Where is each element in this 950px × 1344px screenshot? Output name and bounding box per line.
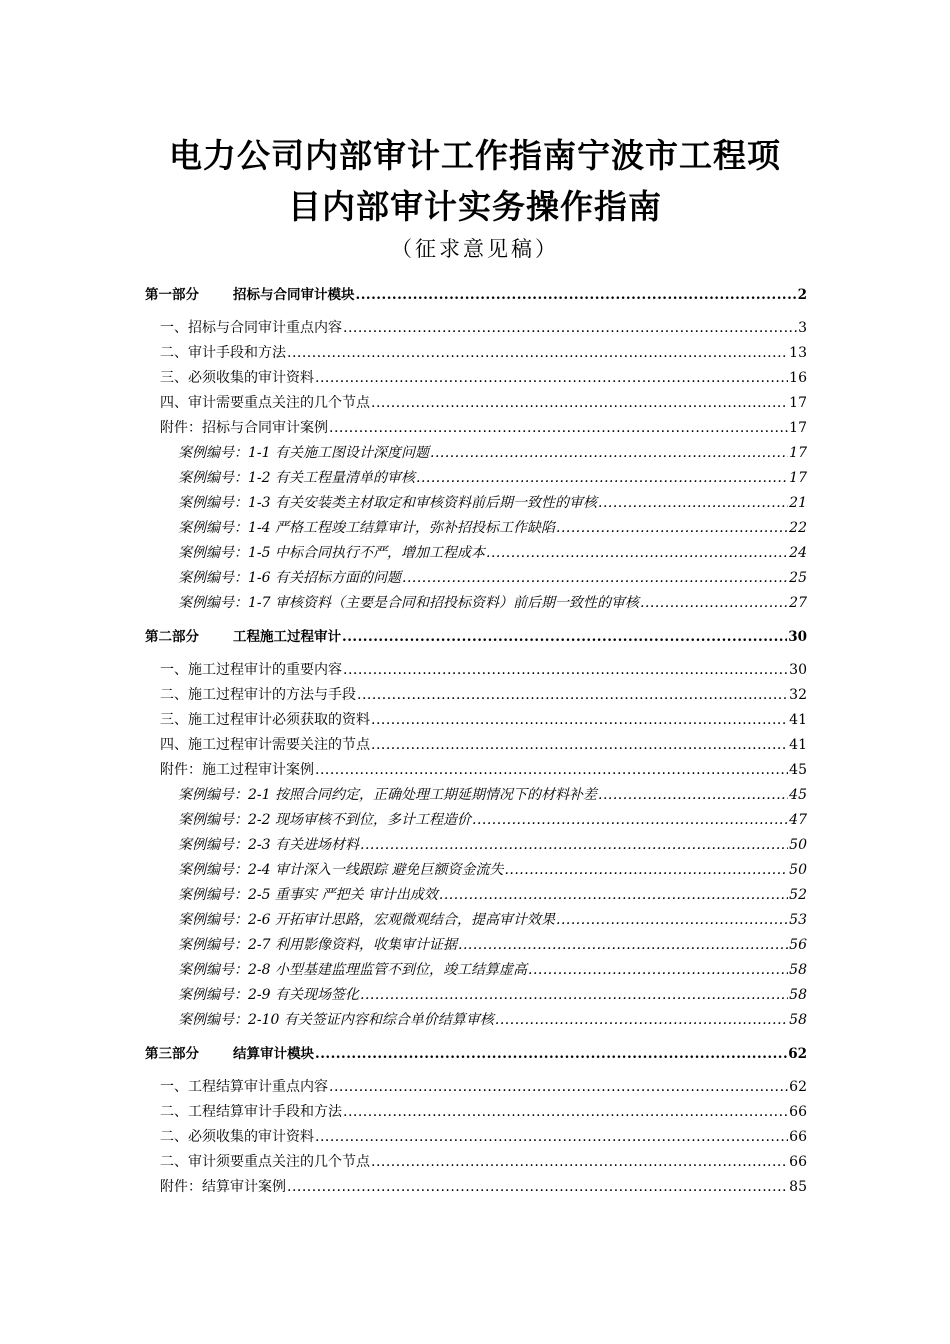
entry-label: 附件：结算审计案例 [160, 1179, 286, 1195]
leader-dots [556, 908, 788, 933]
page-number: 45 [789, 787, 807, 803]
page-number: 56 [789, 937, 807, 953]
toc-case-entry[interactable] [145, 441, 807, 466]
toc-case-entry[interactable] [145, 491, 807, 516]
toc-section-entry[interactable] [145, 341, 807, 366]
toc-section-entry[interactable] [145, 1125, 807, 1150]
toc-case-entry[interactable] [145, 808, 807, 833]
toc-section-entry[interactable] [145, 366, 807, 391]
page-number: 16 [789, 370, 807, 386]
leader-dots [343, 1100, 788, 1125]
entry-label: 三、必须收集的审计资料 [160, 370, 314, 386]
page-number: 17 [789, 395, 807, 411]
toc-case-entry[interactable] [145, 591, 807, 616]
entry-label: 案例编号：1-6 有关招标方面的问题 [178, 570, 401, 586]
page-number: 62 [789, 1079, 807, 1095]
toc-case-entry[interactable] [145, 933, 807, 958]
toc-section-entry[interactable] [145, 733, 807, 758]
part-title: 结算审计模块 [233, 1046, 314, 1062]
page-number: 22 [789, 520, 807, 536]
entry-label: 二、施工过程审计的方法与手段 [160, 687, 356, 703]
entry-label: 案例编号：2-3 有关进场材料 [178, 837, 359, 853]
entry-label: 案例编号：2-1 按照合同约定，正确处理工期延期情况下的材料补差 [178, 787, 597, 803]
entry-label: 附件：招标与合同审计案例 [160, 420, 328, 436]
entry-label: 二、必须收集的审计资料 [160, 1129, 314, 1145]
toc-case-entry[interactable] [145, 858, 807, 883]
toc-case-entry[interactable] [145, 516, 807, 541]
document-title-line1: 电力公司内部审计工作指南宁波市工程项 [169, 136, 781, 175]
page-number: 66 [789, 1104, 807, 1120]
leader-dots [371, 733, 788, 758]
leader-dots [360, 983, 788, 1008]
leader-dots [315, 1125, 788, 1150]
page-number: 45 [789, 762, 807, 778]
leader-dots [472, 808, 788, 833]
page-number: 41 [789, 737, 807, 753]
page-number: 41 [789, 712, 807, 728]
entry-label: 案例编号：1-5 中标合同执行不严，增加工程成本 [178, 545, 485, 561]
page-number: 66 [789, 1129, 807, 1145]
toc-section-entry[interactable] [145, 416, 807, 441]
entry-label: 二、工程结算审计手段和方法 [160, 1104, 342, 1120]
leader-dots [598, 783, 788, 808]
leader-dots [315, 1042, 787, 1067]
document-title-line2: 目内部审计实务操作指南 [288, 187, 662, 226]
page-number: 53 [789, 912, 807, 928]
entry-label: 附件：施工过程审计案例 [160, 762, 314, 778]
leader-dots [357, 683, 788, 708]
page-number: 52 [789, 887, 807, 903]
entry-label: 案例编号：1-1 有关施工图设计深度问题 [178, 445, 429, 461]
leader-dots [287, 341, 788, 366]
leader-dots [495, 1008, 788, 1033]
toc-section-entry[interactable] [145, 1075, 807, 1100]
page-number: 27 [789, 595, 807, 611]
leader-dots [343, 658, 788, 683]
entry-label: 四、审计需要重点关注的几个节点 [160, 395, 370, 411]
entry-label: 二、审计手段和方法 [160, 345, 286, 361]
entry-label: 案例编号：2-8 小型基建监理监管不到位，竣工结算虚高 [178, 962, 527, 978]
part-title: 招标与合同审计模块 [233, 287, 355, 303]
leader-dots [528, 958, 788, 983]
entry-label: 四、施工过程审计需要关注的节点 [160, 737, 370, 753]
page-number: 24 [789, 545, 807, 561]
toc-case-entry[interactable] [145, 983, 807, 1008]
page-number: 17 [789, 470, 807, 486]
toc-case-entry[interactable] [145, 466, 807, 491]
leader-dots [343, 316, 797, 341]
leader-dots [360, 833, 788, 858]
leader-dots [329, 416, 788, 441]
page-number: 50 [789, 862, 807, 878]
toc-part-1[interactable] [145, 283, 807, 308]
toc-case-entry[interactable] [145, 783, 807, 808]
toc-case-entry[interactable] [145, 833, 807, 858]
toc-section-entry[interactable] [145, 1175, 807, 1200]
entry-label: 案例编号：1-7 审核资料（主要是合同和招投标资料）前后期一致性的审核 [178, 595, 639, 611]
toc-section-entry[interactable] [145, 758, 807, 783]
leader-dots [342, 625, 787, 650]
toc-case-entry[interactable] [145, 883, 807, 908]
part-title: 工程施工过程审计 [233, 629, 341, 645]
entry-label: 案例编号：1-3 有关安装类主材取定和审核资料前后期一致性的审核 [178, 495, 597, 511]
page-number: 21 [789, 495, 807, 511]
page-number: 13 [789, 345, 807, 361]
toc-section-entry[interactable] [145, 391, 807, 416]
part-number: 第一部分 [145, 287, 199, 303]
part-number: 第二部分 [145, 629, 199, 645]
toc-case-entry[interactable] [145, 566, 807, 591]
document-subtitle: （征求意见稿） [391, 237, 559, 261]
page-number: 58 [789, 962, 807, 978]
leader-dots [458, 933, 788, 958]
page-number: 25 [789, 570, 807, 586]
toc-case-entry[interactable] [145, 958, 807, 983]
toc-section-entry[interactable] [145, 658, 807, 683]
entry-label: 一、工程结算审计重点内容 [160, 1079, 328, 1095]
page-number: 30 [789, 662, 807, 678]
toc-case-entry[interactable] [145, 541, 807, 566]
entry-label: 案例编号：2-4 审计深入一线跟踪 避免巨额资金流失 [178, 862, 504, 878]
page-number: 47 [789, 812, 807, 828]
leader-dots [598, 491, 788, 516]
toc-case-entry[interactable] [145, 1008, 807, 1033]
entry-label: 案例编号：1-4 严格工程竣工结算审计，弥补招投标工作缺陷 [178, 520, 555, 536]
toc-section-entry[interactable] [145, 708, 807, 733]
entry-label: 案例编号：2-2 现场审核不到位，多计工程造价 [178, 812, 471, 828]
entry-label: 案例编号：2-5 重事实 严把关 审计出成效 [178, 887, 438, 903]
page-number: 62 [788, 1046, 807, 1062]
toc-part-3[interactable] [145, 1042, 807, 1067]
toc-section-entry[interactable] [145, 683, 807, 708]
entry-label: 二、审计须要重点关注的几个节点 [160, 1154, 370, 1170]
entry-label: 一、招标与合同审计重点内容 [160, 320, 342, 336]
leader-dots [430, 441, 788, 466]
entry-label: 案例编号：2-6 开拓审计思路，宏观微观结合，提高审计效果 [178, 912, 555, 928]
entry-label: 案例编号：2-9 有关现场签化 [178, 987, 359, 1003]
leader-dots [504, 858, 788, 883]
entry-label: 案例编号：2-7 利用影像资料，收集审计证据 [178, 937, 457, 953]
leader-dots [640, 591, 788, 616]
page-number: 50 [789, 837, 807, 853]
leader-dots [315, 758, 788, 783]
leader-dots [402, 566, 788, 591]
table-of-contents [145, 283, 807, 1200]
leader-dots [371, 708, 788, 733]
entry-label: 案例编号：1-2 有关工程量清单的审核 [178, 470, 415, 486]
page-number: 3 [798, 320, 807, 336]
toc-case-entry[interactable] [145, 908, 807, 933]
leader-dots [329, 1075, 788, 1100]
entry-label: 案例编号：2-10 有关签证内容和综合单价结算审核 [178, 1012, 494, 1028]
leader-dots [556, 516, 788, 541]
leader-dots [486, 541, 788, 566]
page-number: 30 [788, 629, 807, 645]
leader-dots [371, 1150, 788, 1175]
toc-section-entry[interactable] [145, 1100, 807, 1125]
leader-dots [315, 366, 788, 391]
page-number: 2 [797, 287, 807, 303]
part-number: 第三部分 [145, 1046, 199, 1062]
page-number: 85 [789, 1179, 807, 1195]
toc-section-entry[interactable] [145, 1150, 807, 1175]
leader-dots [356, 283, 797, 308]
page-number: 17 [789, 445, 807, 461]
page-number: 32 [789, 687, 807, 703]
toc-section-entry[interactable] [145, 316, 807, 341]
leader-dots [416, 466, 788, 491]
leader-dots [439, 883, 788, 908]
page-number: 58 [789, 987, 807, 1003]
page-number: 58 [789, 1012, 807, 1028]
page-number: 17 [789, 420, 807, 436]
leader-dots [371, 391, 788, 416]
page-number: 66 [789, 1154, 807, 1170]
entry-label: 三、施工过程审计必须获取的资料 [160, 712, 370, 728]
entry-label: 一、施工过程审计的重要内容 [160, 662, 342, 678]
leader-dots [287, 1175, 788, 1200]
toc-part-2[interactable] [145, 625, 807, 650]
